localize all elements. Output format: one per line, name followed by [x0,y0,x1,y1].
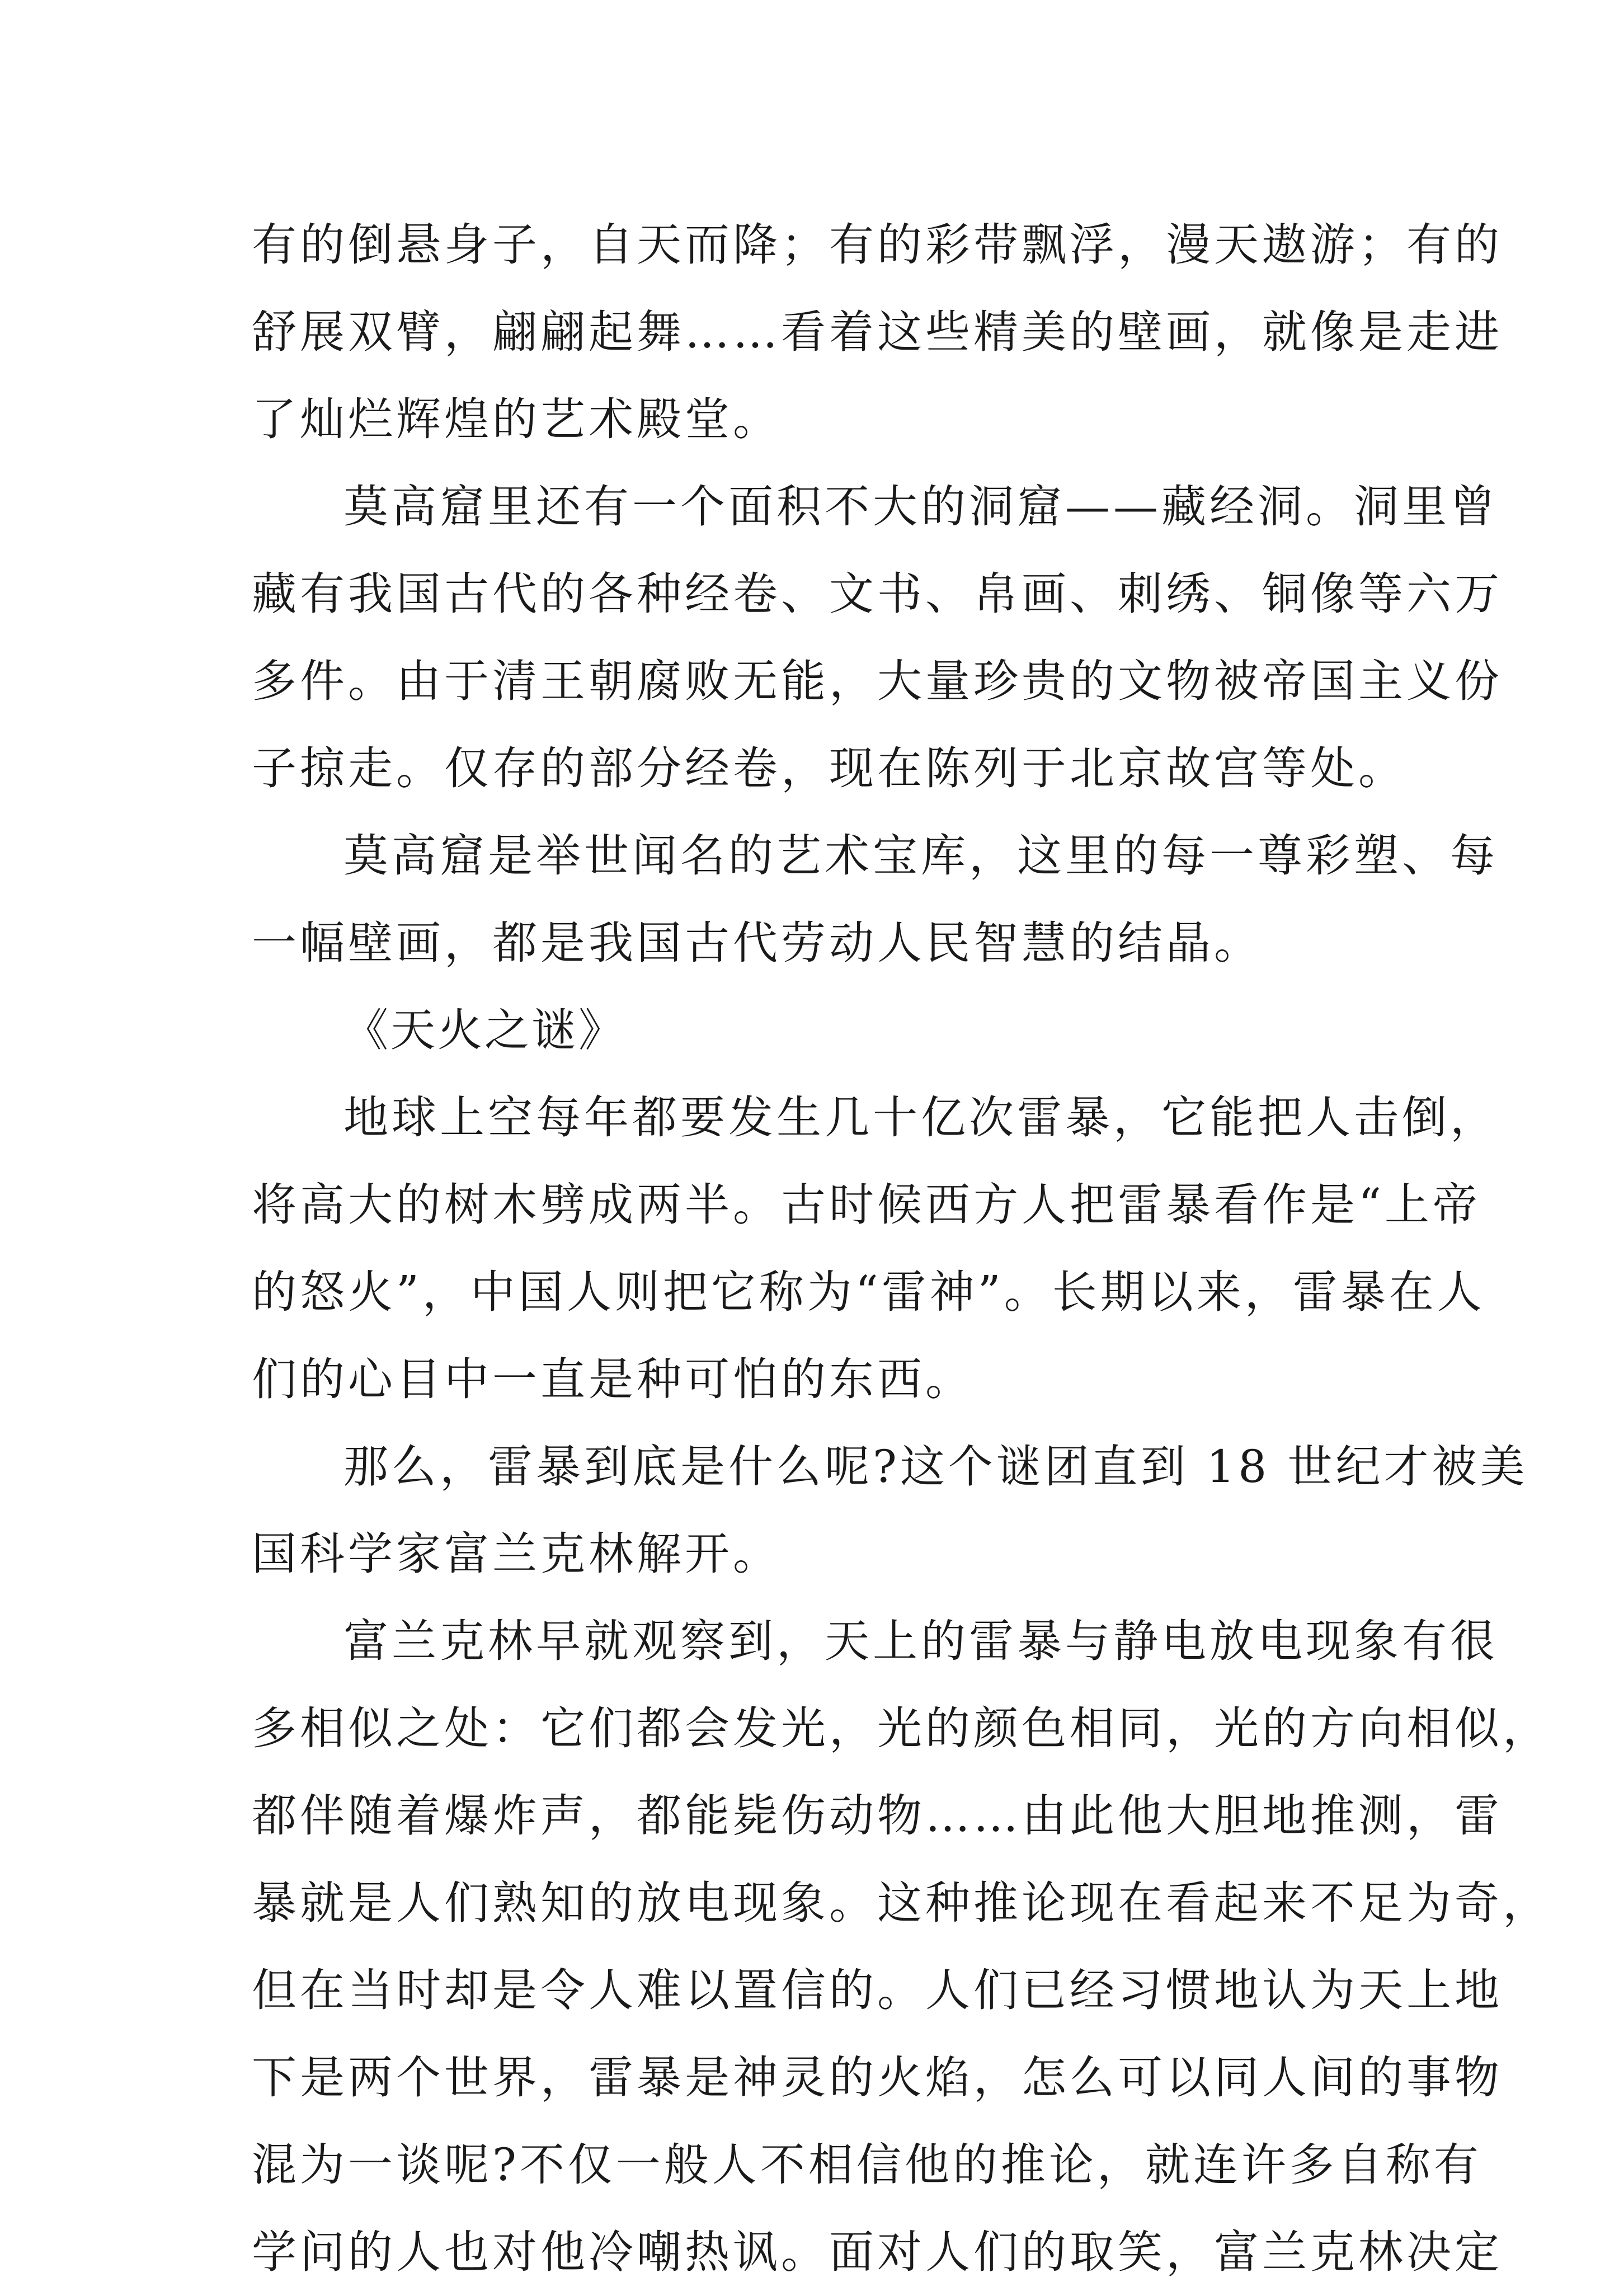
document-body [252,201,1551,2296]
paragraph-first-line: 地球上空每年都要发生几十亿次雷暴，它能把人击倒， [343,1091,1498,1144]
text-line: 舒展双臂，翩翩起舞……看着这些精美的壁画，就像是走进 [252,306,1503,358]
text-line: 有的倒悬身子，自天而降；有的彩带飘浮，漫天遨游；有的 [252,219,1503,271]
text-line: 将高大的树木劈成两半。古时候西方人把雷暴看作是“上帝 [252,1179,1481,1231]
text-line: 但在当时却是令人难以置信的。人们已经习惯地认为天上地 [252,1964,1503,2016]
text-line: 们的心目中一直是种可怕的东西。 [252,1353,973,1405]
text-line: 学问的人也对他冷嘲热讽。面对人们的取笑，富兰克林决定 [252,2226,1503,2278]
text-line: 子掠走。仅存的部分经卷，现在陈列于北京故宫等处。 [252,742,1406,794]
text-line: 多件。由于清王朝腐败无能，大量珍贵的文物被帝国主义份 [252,655,1503,707]
text-line: 了灿烂辉煌的艺术殿堂。 [252,393,781,445]
text-line: 多相似之处：它们都会发光，光的颜色相同，光的方向相似， [252,1702,1551,1754]
paragraph-first-line: 那么，雷暴到底是什么呢?这个谜团直到 18 世纪才被美 [343,1441,1528,1493]
text-line: 都伴随着爆炸声，都能毙伤动物……由此他大胆地推测，雷 [252,1790,1503,1842]
text-line: 一幅壁画，都是我国古代劳动人民智慧的结晶。 [252,917,1262,969]
text-line: 混为一谈呢?不仅一般人不相信他的推论，就连许多自称有 [252,2139,1482,2191]
text-line: 下是两个世界，雷暴是神灵的火焰，怎么可以同人间的事物 [252,2052,1503,2104]
paragraph-first-line: 莫高窟是举世闻名的艺术宝库，这里的每一尊彩塑、每 [343,830,1498,882]
text-line: 的怒火”，中国人则把它称为“雷神”。长期以来，雷暴在人 [252,1266,1485,1318]
text-line: 国科学家富兰克林解开。 [252,1528,781,1580]
paragraph-first-line: 富兰克林早就观察到，天上的雷暴与静电放电现象有很 [343,1615,1498,1667]
text-line: 藏有我国古代的各种经卷、文书、帛画、刺绣、铜像等六万 [252,568,1503,620]
section-title: 《天火之谜》 [343,1004,625,1056]
paragraph-first-line: 莫高窟里还有一个面积不大的洞窟——藏经洞。洞里曾 [343,481,1498,533]
text-line: 暴就是人们熟知的放电现象。这种推论现在看起来不足为奇， [252,1877,1551,1929]
